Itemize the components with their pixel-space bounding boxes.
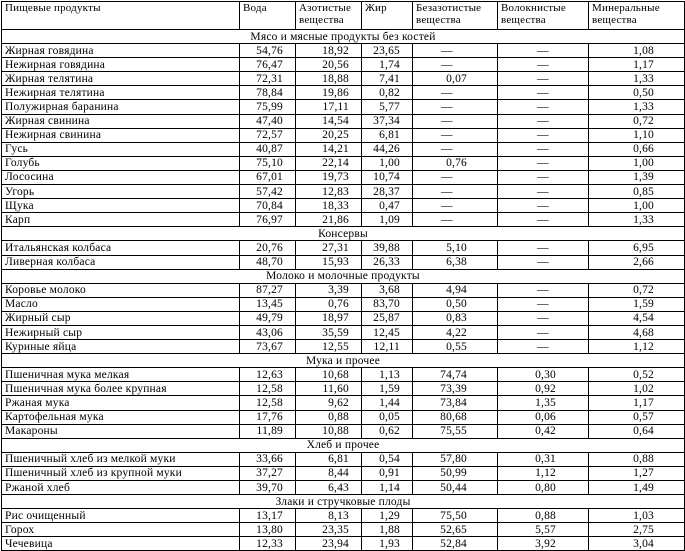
cell-water: 13,80 — [240, 523, 296, 537]
cell-fiber: 0,30 — [498, 368, 589, 382]
cell-product: Угорь — [2, 185, 240, 199]
cell-product: Ржаная мука — [2, 396, 240, 410]
cell-fat: 6,81 — [362, 128, 413, 142]
cell-nonnitrogen: 73,39 — [413, 382, 498, 396]
cell-nitrogen: 23,35 — [296, 523, 362, 537]
header-nitrogen: Азотистые вещества — [296, 2, 362, 30]
table-row — [2, 72, 685, 86]
cell-water: 76,97 — [240, 213, 296, 227]
cell-nonnitrogen: 50,99 — [413, 466, 498, 480]
cell-product: Голубь — [2, 156, 240, 170]
cell-mineral: 1,27 — [589, 466, 685, 480]
cell-mineral: 1,17 — [589, 396, 685, 410]
cell-product: Жирная свинина — [2, 114, 240, 128]
cell-mineral: 2,75 — [589, 523, 685, 537]
section-row — [2, 354, 685, 368]
cell-fiber: — — [498, 325, 589, 339]
cell-fat: 1,74 — [362, 58, 413, 72]
cell-fiber: — — [498, 156, 589, 170]
table-row — [2, 452, 685, 466]
cell-nitrogen: 8,13 — [296, 509, 362, 523]
cell-nonnitrogen: 6,38 — [413, 255, 498, 269]
cell-nitrogen: 15,93 — [296, 255, 362, 269]
cell-water: 37,27 — [240, 466, 296, 480]
cell-fat: 5,77 — [362, 100, 413, 114]
cell-mineral: 0,57 — [589, 410, 685, 424]
cell-water: 12,58 — [240, 396, 296, 410]
cell-water: 33,66 — [240, 452, 296, 466]
cell-nitrogen: 18,33 — [296, 199, 362, 213]
section-row — [2, 269, 685, 283]
cell-fiber: — — [498, 311, 589, 325]
cell-mineral: 2,66 — [589, 255, 685, 269]
cell-fat: 12,11 — [362, 340, 413, 354]
table-row — [2, 156, 685, 170]
cell-product: Рис очищенный — [2, 509, 240, 523]
cell-fiber: — — [498, 213, 589, 227]
cell-fiber: — — [498, 58, 589, 72]
section-row — [2, 30, 685, 44]
cell-water: 54,76 — [240, 44, 296, 58]
cell-nonnitrogen: — — [413, 213, 498, 227]
cell-product: Масло — [2, 297, 240, 311]
cell-nonnitrogen: — — [413, 58, 498, 72]
cell-product: Пшеничный хлеб из мелкой муки — [2, 452, 240, 466]
table-row — [2, 44, 685, 58]
cell-water: 39,70 — [240, 481, 296, 495]
section-title: Молоко и молочные продукты — [2, 269, 685, 283]
cell-fiber: — — [498, 199, 589, 213]
cell-fiber: — — [498, 185, 589, 199]
cell-water: 48,70 — [240, 255, 296, 269]
header-product: Пищевые продукты — [2, 2, 240, 30]
cell-mineral: 1,10 — [589, 128, 685, 142]
table-row — [2, 86, 685, 100]
cell-mineral: 0,72 — [589, 114, 685, 128]
cell-water: 75,99 — [240, 100, 296, 114]
cell-fat: 12,45 — [362, 325, 413, 339]
header-row — [2, 2, 685, 30]
cell-fat: 0,47 — [362, 199, 413, 213]
cell-product: Ливерная колбаса — [2, 255, 240, 269]
cell-product: Гусь — [2, 142, 240, 156]
cell-nonnitrogen: 4,22 — [413, 325, 498, 339]
cell-mineral: 0,85 — [589, 185, 685, 199]
cell-fiber: 1,12 — [498, 466, 589, 480]
cell-water: 75,10 — [240, 156, 296, 170]
cell-fiber: 0,80 — [498, 481, 589, 495]
cell-water: 13,17 — [240, 509, 296, 523]
cell-fiber: — — [498, 241, 589, 255]
cell-nonnitrogen: 4,94 — [413, 283, 498, 297]
table-row — [2, 340, 685, 354]
cell-nitrogen: 22,14 — [296, 156, 362, 170]
section-row — [2, 438, 685, 452]
section-row — [2, 227, 685, 241]
cell-fat: 10,74 — [362, 170, 413, 184]
cell-nitrogen: 3,39 — [296, 283, 362, 297]
section-title: Хлеб и прочее — [2, 438, 685, 452]
table-row — [2, 142, 685, 156]
cell-nonnitrogen: 50,44 — [413, 481, 498, 495]
cell-water: 43,06 — [240, 325, 296, 339]
section-title: Мука и прочее — [2, 354, 685, 368]
cell-fat: 37,34 — [362, 114, 413, 128]
cell-product: Горох — [2, 523, 240, 537]
cell-nonnitrogen: — — [413, 114, 498, 128]
cell-product: Нежирная телятина — [2, 86, 240, 100]
cell-nitrogen: 20,25 — [296, 128, 362, 142]
table-row — [2, 382, 685, 396]
cell-nonnitrogen: 57,80 — [413, 452, 498, 466]
cell-nitrogen: 6,81 — [296, 452, 362, 466]
cell-fat: 1,29 — [362, 509, 413, 523]
cell-fat: 7,41 — [362, 72, 413, 86]
cell-fiber: — — [498, 255, 589, 269]
cell-nonnitrogen: — — [413, 44, 498, 58]
cell-product: Пшеничная мука более крупная — [2, 382, 240, 396]
table-row — [2, 100, 685, 114]
cell-mineral: 1,33 — [589, 72, 685, 86]
cell-nitrogen: 14,21 — [296, 142, 362, 156]
section-title: Злаки и стручковые плоды — [2, 495, 685, 509]
section-row — [2, 495, 685, 509]
cell-mineral: 1,02 — [589, 382, 685, 396]
cell-fiber: — — [498, 170, 589, 184]
table-row — [2, 523, 685, 537]
cell-fat: 1,14 — [362, 481, 413, 495]
cell-water: 12,63 — [240, 368, 296, 382]
cell-mineral: 1,00 — [589, 199, 685, 213]
cell-mineral: 1,17 — [589, 58, 685, 72]
table-row — [2, 213, 685, 227]
cell-fat: 1,00 — [362, 156, 413, 170]
table-row — [2, 241, 685, 255]
cell-nonnitrogen: — — [413, 170, 498, 184]
cell-fiber: — — [498, 114, 589, 128]
table-row — [2, 58, 685, 72]
cell-fiber: — — [498, 72, 589, 86]
cell-nonnitrogen: 52,84 — [413, 537, 498, 551]
cell-product: Лососина — [2, 170, 240, 184]
cell-water: 57,42 — [240, 185, 296, 199]
nutrition-table — [1, 1, 685, 551]
cell-nonnitrogen: 75,50 — [413, 509, 498, 523]
cell-nitrogen: 10,88 — [296, 424, 362, 438]
cell-fiber: — — [498, 86, 589, 100]
cell-water: 72,57 — [240, 128, 296, 142]
cell-nitrogen: 0,76 — [296, 297, 362, 311]
cell-nitrogen: 8,44 — [296, 466, 362, 480]
cell-nitrogen: 23,94 — [296, 537, 362, 551]
section-title: Мясо и мясные продукты без костей — [2, 30, 685, 44]
cell-nonnitrogen: 0,50 — [413, 297, 498, 311]
cell-nitrogen: 35,59 — [296, 325, 362, 339]
cell-nonnitrogen: — — [413, 199, 498, 213]
cell-mineral: 1,03 — [589, 509, 685, 523]
cell-fat: 23,65 — [362, 44, 413, 58]
table-row — [2, 410, 685, 424]
table-row — [2, 170, 685, 184]
cell-nonnitrogen: 5,10 — [413, 241, 498, 255]
cell-nonnitrogen: 74,74 — [413, 368, 498, 382]
cell-fiber: 0,88 — [498, 509, 589, 523]
cell-fat: 25,87 — [362, 311, 413, 325]
cell-mineral: 1,33 — [589, 213, 685, 227]
cell-nitrogen: 18,88 — [296, 72, 362, 86]
cell-water: 72,31 — [240, 72, 296, 86]
cell-nonnitrogen: — — [413, 142, 498, 156]
cell-water: 12,33 — [240, 537, 296, 551]
cell-mineral: 0,52 — [589, 368, 685, 382]
cell-fiber: 1,35 — [498, 396, 589, 410]
table-row — [2, 283, 685, 297]
header-fiber: Волокнистые вещества — [498, 2, 589, 30]
cell-fat: 26,33 — [362, 255, 413, 269]
cell-water: 67,01 — [240, 170, 296, 184]
cell-fat: 39,88 — [362, 241, 413, 255]
cell-nonnitrogen: — — [413, 86, 498, 100]
cell-nonnitrogen: 0,83 — [413, 311, 498, 325]
cell-product: Жирная телятина — [2, 72, 240, 86]
cell-product: Итальянская колбаса — [2, 241, 240, 255]
cell-mineral: 1,59 — [589, 297, 685, 311]
cell-product: Коровье молоко — [2, 283, 240, 297]
header-water: Вода — [240, 2, 296, 30]
cell-fiber: — — [498, 44, 589, 58]
cell-water: 49,79 — [240, 311, 296, 325]
cell-product: Чечевица — [2, 537, 240, 551]
header-mineral: Минеральные вещества — [589, 2, 685, 30]
table-row — [2, 311, 685, 325]
cell-fiber: 0,06 — [498, 410, 589, 424]
cell-fiber: — — [498, 297, 589, 311]
cell-fat: 1,13 — [362, 368, 413, 382]
cell-fat: 28,37 — [362, 185, 413, 199]
cell-fiber: — — [498, 142, 589, 156]
cell-water: 40,87 — [240, 142, 296, 156]
table-row — [2, 325, 685, 339]
table-row — [2, 199, 685, 213]
cell-fat: 0,54 — [362, 452, 413, 466]
cell-product: Полужирная баранина — [2, 100, 240, 114]
table-row — [2, 537, 685, 551]
cell-fat: 1,09 — [362, 213, 413, 227]
cell-mineral: 0,50 — [589, 86, 685, 100]
table-row — [2, 297, 685, 311]
cell-fiber: — — [498, 100, 589, 114]
cell-product: Карп — [2, 213, 240, 227]
cell-nonnitrogen: — — [413, 100, 498, 114]
cell-nitrogen: 18,92 — [296, 44, 362, 58]
table-body — [2, 30, 685, 551]
cell-fat: 1,59 — [362, 382, 413, 396]
cell-nonnitrogen: 75,55 — [413, 424, 498, 438]
header-nonnitrogen: Безазотистые вещества — [413, 2, 498, 30]
cell-fiber: — — [498, 128, 589, 142]
table-row — [2, 424, 685, 438]
cell-nitrogen: 19,86 — [296, 86, 362, 100]
cell-product: Ржаной хлеб — [2, 481, 240, 495]
cell-nitrogen: 11,60 — [296, 382, 362, 396]
cell-nonnitrogen: — — [413, 128, 498, 142]
cell-nitrogen: 21,86 — [296, 213, 362, 227]
cell-nitrogen: 18,97 — [296, 311, 362, 325]
cell-product: Картофельная мука — [2, 410, 240, 424]
cell-nonnitrogen: 52,65 — [413, 523, 498, 537]
table-row — [2, 368, 685, 382]
cell-product: Куриные яйца — [2, 340, 240, 354]
cell-fat: 0,91 — [362, 466, 413, 480]
cell-fat: 83,70 — [362, 297, 413, 311]
cell-mineral: 6,95 — [589, 241, 685, 255]
cell-product: Макароны — [2, 424, 240, 438]
cell-nitrogen: 19,73 — [296, 170, 362, 184]
cell-nitrogen: 14,54 — [296, 114, 362, 128]
cell-nonnitrogen: 0,07 — [413, 72, 498, 86]
cell-fat: 3,68 — [362, 283, 413, 297]
header-fat: Жир — [362, 2, 413, 30]
cell-nitrogen: 17,11 — [296, 100, 362, 114]
cell-water: 78,84 — [240, 86, 296, 100]
cell-product: Щука — [2, 199, 240, 213]
cell-mineral: 1,39 — [589, 170, 685, 184]
cell-nonnitrogen: 0,76 — [413, 156, 498, 170]
cell-nitrogen: 20,56 — [296, 58, 362, 72]
table-header — [2, 2, 685, 30]
cell-fat: 0,82 — [362, 86, 413, 100]
cell-nitrogen: 9,62 — [296, 396, 362, 410]
cell-product: Нежирная говядина — [2, 58, 240, 72]
table-row — [2, 128, 685, 142]
cell-nonnitrogen: 73,84 — [413, 396, 498, 410]
cell-nitrogen: 0,88 — [296, 410, 362, 424]
table-row — [2, 255, 685, 269]
cell-product: Нежирный сыр — [2, 325, 240, 339]
cell-fiber: 3,92 — [498, 537, 589, 551]
cell-mineral: 3,04 — [589, 537, 685, 551]
cell-mineral: 1,00 — [589, 156, 685, 170]
cell-water: 11,89 — [240, 424, 296, 438]
cell-mineral: 4,68 — [589, 325, 685, 339]
cell-water: 20,76 — [240, 241, 296, 255]
cell-water: 47,40 — [240, 114, 296, 128]
cell-water: 70,84 — [240, 199, 296, 213]
cell-mineral: 0,64 — [589, 424, 685, 438]
cell-mineral: 0,66 — [589, 142, 685, 156]
cell-fat: 44,26 — [362, 142, 413, 156]
cell-water: 17,76 — [240, 410, 296, 424]
table-row — [2, 481, 685, 495]
cell-fiber: 0,31 — [498, 452, 589, 466]
cell-water: 73,67 — [240, 340, 296, 354]
cell-nitrogen: 6,43 — [296, 481, 362, 495]
table-row — [2, 114, 685, 128]
cell-water: 13,45 — [240, 297, 296, 311]
cell-nitrogen: 12,55 — [296, 340, 362, 354]
cell-fiber: — — [498, 283, 589, 297]
cell-water: 76,47 — [240, 58, 296, 72]
cell-nonnitrogen: 0,55 — [413, 340, 498, 354]
cell-mineral: 1,08 — [589, 44, 685, 58]
table-row — [2, 185, 685, 199]
cell-fat: 1,93 — [362, 537, 413, 551]
section-title: Консервы — [2, 227, 685, 241]
cell-nitrogen: 10,68 — [296, 368, 362, 382]
cell-product: Пшеничная мука мелкая — [2, 368, 240, 382]
table-row — [2, 396, 685, 410]
cell-fat: 0,05 — [362, 410, 413, 424]
cell-water: 87,27 — [240, 283, 296, 297]
cell-mineral: 0,72 — [589, 283, 685, 297]
cell-nitrogen: 12,83 — [296, 185, 362, 199]
table-row — [2, 509, 685, 523]
cell-fiber: 5,57 — [498, 523, 589, 537]
cell-mineral: 1,49 — [589, 481, 685, 495]
cell-product: Нежирная свинина — [2, 128, 240, 142]
cell-fat: 0,62 — [362, 424, 413, 438]
cell-product: Жирный сыр — [2, 311, 240, 325]
cell-nonnitrogen: — — [413, 185, 498, 199]
cell-mineral: 0,88 — [589, 452, 685, 466]
cell-fat: 1,44 — [362, 396, 413, 410]
cell-nonnitrogen: 80,68 — [413, 410, 498, 424]
cell-product: Пшеничный хлеб из крупной муки — [2, 466, 240, 480]
cell-fat: 1,88 — [362, 523, 413, 537]
cell-mineral: 1,12 — [589, 340, 685, 354]
cell-water: 12,58 — [240, 382, 296, 396]
cell-fiber: 0,42 — [498, 424, 589, 438]
cell-fiber: — — [498, 340, 589, 354]
cell-mineral: 4,54 — [589, 311, 685, 325]
cell-product: Жирная говядина — [2, 44, 240, 58]
cell-mineral: 1,33 — [589, 100, 685, 114]
table-row — [2, 466, 685, 480]
cell-nitrogen: 27,31 — [296, 241, 362, 255]
cell-fiber: 0,92 — [498, 382, 589, 396]
